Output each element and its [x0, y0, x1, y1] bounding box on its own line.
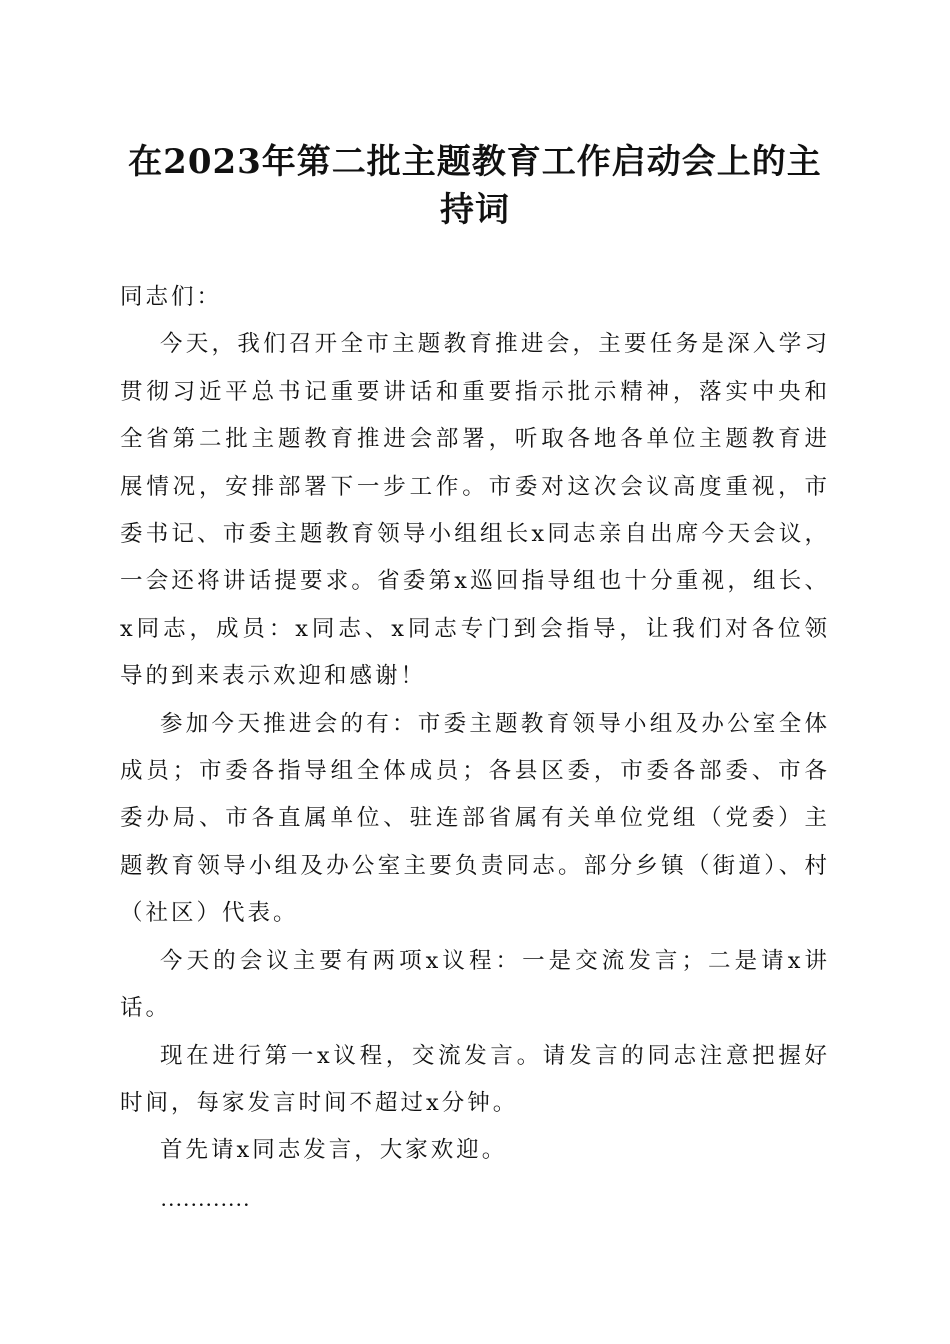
- title-line-1: 在2023年第二批主题教育工作启动会上的主: [128, 142, 822, 182]
- paragraph-attendees: 参加今天推进会的有：市委主题教育领导小组及办公室全体成员；市委各指导组全体成员；各县区委，市委各部委、市各委办局、市各直属单位、驻连部省属有关单位党组（党委）主题教育领导小组及办公室主要负责同志。部分乡镇（街道）、村（社区）代表。: [120, 710, 830, 927]
- title-line-2: 持词: [440, 190, 510, 230]
- paragraph-opening: 今天，我们召开全市主题教育推进会，主要任务是深入学习贯彻习近平总书记重要讲话和重要指示批示精神，落实中央和全省第二批主题教育推进会部署，听取各地各单位主题教育进展情况，安排部署下一步工作。市委对这次会议高度重视，市委书记、市委主题教育领导小组组长x同志亲自出席今天会议，一会还将讲话提要求。省委第x巡回指导组也十分重视，组长、x同志，成员：x同志、x同志专门到会指导，让我们对各位领导的到来表示欢迎和感谢！: [120, 331, 830, 690]
- salutation: 同志们：: [120, 284, 223, 310]
- document-body: [120, 274, 830, 1222]
- paragraph-agenda: 今天的会议主要有两项x议程：一是交流发言；二是请x讲话。: [120, 947, 830, 1022]
- paragraph-first-speaker: 首先请x同志发言，大家欢迎。: [160, 1137, 508, 1164]
- ellipsis: …………: [160, 1185, 250, 1211]
- paragraph-first-item: 现在进行第一x议程，交流发言。请发言的同志注意把握好时间，每家发言时间不超过x分钟。: [120, 1042, 830, 1116]
- document-title: [120, 138, 830, 234]
